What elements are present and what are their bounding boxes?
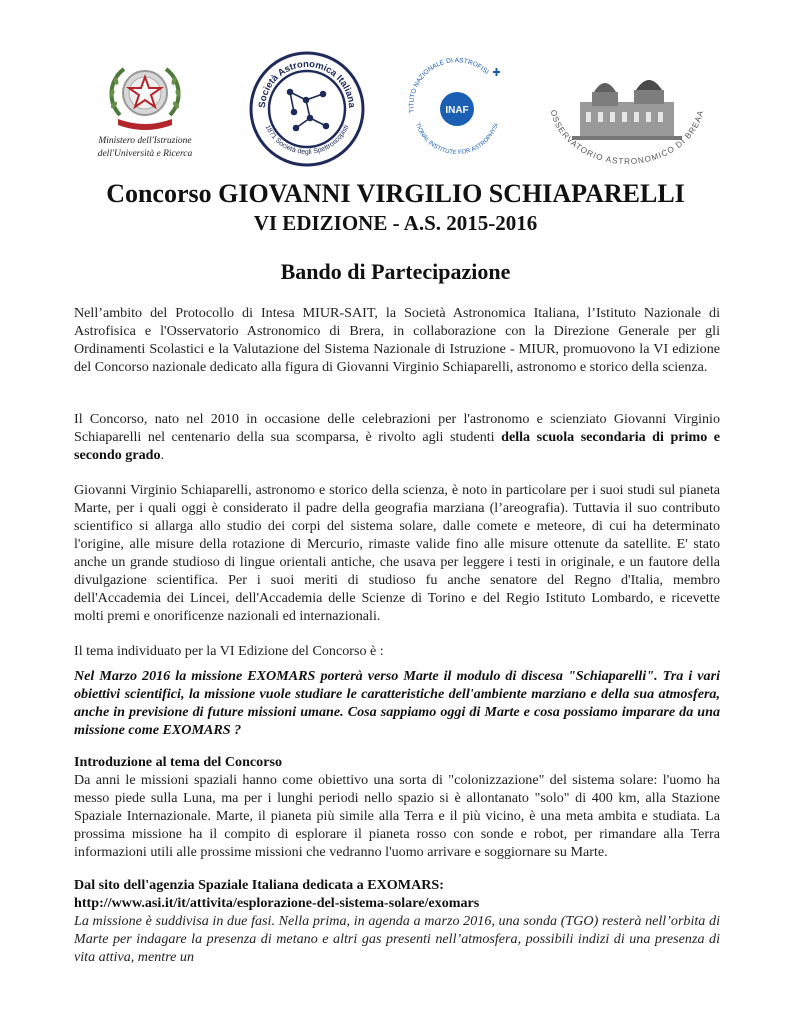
asi-link[interactable]: http://www.asi.it/it/attivita/esplorazione-del-sistema-solare/exomars bbox=[74, 895, 480, 911]
section-intro-heading: Introduzione al tema del Concorso bbox=[74, 754, 283, 770]
inaf-seal-icon bbox=[398, 50, 516, 168]
target-students: della scuola secondaria di primo e secondo grado bbox=[74, 429, 721, 463]
section-intro-text: Da anni le missioni spaziali hanno come obiettivo una sorta di "colonizzazione" del sistema solare: l'uomo ha messo piede sulla Luna, ma per i lunghi periodi nello spazio si è allontanato "solo" di 400 km, alla Stazione Spaziale Internazionale. Marte, il pianeta più simile alla Terra e il più vicino, è una meta ambita e studiata. La prossima missione ha il compito di esplorare il pianeta rosso con sonde e robot, per rimandare alla Terra informazioni utili alle prossime missioni che vedranno l'uomo arrivare e soggiornare su Marte. bbox=[74, 772, 720, 860]
inaf-center-text: INAF bbox=[445, 105, 469, 116]
paragraph-contest bbox=[74, 410, 720, 464]
italian-republic-emblem-icon bbox=[80, 55, 210, 133]
ministero-caption-line1: Ministero dell'Istruzione bbox=[98, 136, 192, 146]
paragraph-biography bbox=[74, 481, 720, 625]
bando-subtitle: Bando di Partecipazione bbox=[280, 259, 511, 284]
paragraph-contest-start: Il Concorso, nato nel 2010 in occasione delle celebrazioni per l'astronomo e scienziato Giovanni Virginio Schiaparelli nel centenario della sua scomparsa, è rivolto agli studenti bbox=[74, 411, 720, 445]
contest-title: Concorso GIOVANNI VIRGILIO SCHIAPARELLI bbox=[106, 179, 685, 208]
brera-arc-text: OSSERVATORIO ASTRONOMICO DI BREAA bbox=[548, 108, 706, 167]
paragraph-theme-intro bbox=[74, 642, 720, 660]
paragraph-intro-text: Nell’ambito del Protocollo di Intesa MIUR-SAIT, la Società Astronomica Italiana, l’Istituto Nazionale di Astrofisica e l'Osservatorio Astronomico di Brera, in collaborazione con la Direzione Generale per gli Ordinamenti Scolastici e la Valutazione del Sistema Nazionale di Istruzione - MIUR, promuovono la VI edizione del Concorso nazionale dedicato alla figura di Giovanni Virginio Schiaparelli, astronomo e storico della scienza. bbox=[74, 305, 720, 375]
inaf-ring-bottom-text: TIONAL INSTITUTE FOR ASTROPHYSI bbox=[413, 122, 500, 157]
edition-line: VI EDIZIONE - A.S. 2015-2016 bbox=[253, 211, 538, 235]
paragraph-theme-text: Nel Marzo 2016 la missione EXOMARS porterà verso Marte il modulo di discesa "Schiaparelli". Tra i vari obiettivi scientifici, la missione vuole studiare le caratteristiche dell'ambiente marziano e della sua atmosfera, anche in previsione di future missioni umane. Cosa sappiamo oggi di Marte e cosa possiamo imparare da una missione come EXOMARS ? bbox=[74, 668, 720, 738]
brera-logo bbox=[542, 62, 712, 167]
miur-logo bbox=[80, 55, 210, 165]
paragraph-contest-end: . bbox=[160, 447, 165, 463]
paragraph-biography-text: Giovanni Virginio Schiaparelli, astronomo e storico della scienza, è noto in particolare per i suoi studi sul pianeta Marte, per i quali oggi è considerato il padre della geografia marziana (l’areografia). Tuttavia il suo contributo scientifico si allarga allo studio dei corpi del sistema solare, dalle comete e meteore, di cui ha determinato l'origine, alle misure della rotazione di Mercurio, rimaste valide fino alle misure ottenute da satellite. E' stato anche un grande studioso di lingue orientali antiche, che usava per leggere i testi in originale, e un fautore della divulgazione scientifica. Per i suoi meriti di studioso fu anche senatore del Regno d'Italia, membro dell'Accademia dei Lincei, dell'Accademia delle Scienze di Torino e del Regio Istituto Lombardo, e ricevette molti premi e onorificenze nazionali ed internazionali. bbox=[74, 482, 720, 624]
logo-strip bbox=[80, 50, 720, 165]
paragraph-theme bbox=[74, 667, 720, 739]
paragraph-contest-text bbox=[74, 410, 720, 464]
sait-logo bbox=[248, 50, 366, 168]
ministero-caption-line2: dell'Università e Ricerca bbox=[97, 149, 193, 159]
inaf-ring-top-text: TITUTO NAZIONALE DI ASTROFISI bbox=[408, 57, 490, 114]
paragraph-intro bbox=[74, 304, 720, 376]
brera-observatory-icon bbox=[542, 62, 712, 167]
paragraph-theme-intro-text: Il tema individuato per la VI Edizione del Concorso è : bbox=[74, 643, 384, 659]
title-block bbox=[0, 178, 791, 286]
sait-ring-bottom-text: 1871 Società degli Spettroscopisti bbox=[263, 124, 351, 157]
inaf-logo bbox=[398, 50, 516, 168]
section-asi-text: La missione è suddivisa in due fasi. Nella prima, in agenda a marzo 2016, una sonda (TGO) resterà nell’orbita di Marte per indagare la presenza di metano e altri gas presenti nell’atmosfera, possibili indizi di una presenza di vita attiva, mentre un bbox=[74, 913, 720, 965]
section-intro bbox=[74, 753, 720, 861]
sait-ring-top-text: Società Astronomica Italiana bbox=[256, 58, 358, 109]
section-asi bbox=[74, 876, 720, 966]
section-asi-heading: Dal sito dell'agenzia Spaziale Italiana dedicata a EXOMARS: bbox=[74, 877, 444, 893]
sait-seal-icon bbox=[248, 50, 366, 168]
